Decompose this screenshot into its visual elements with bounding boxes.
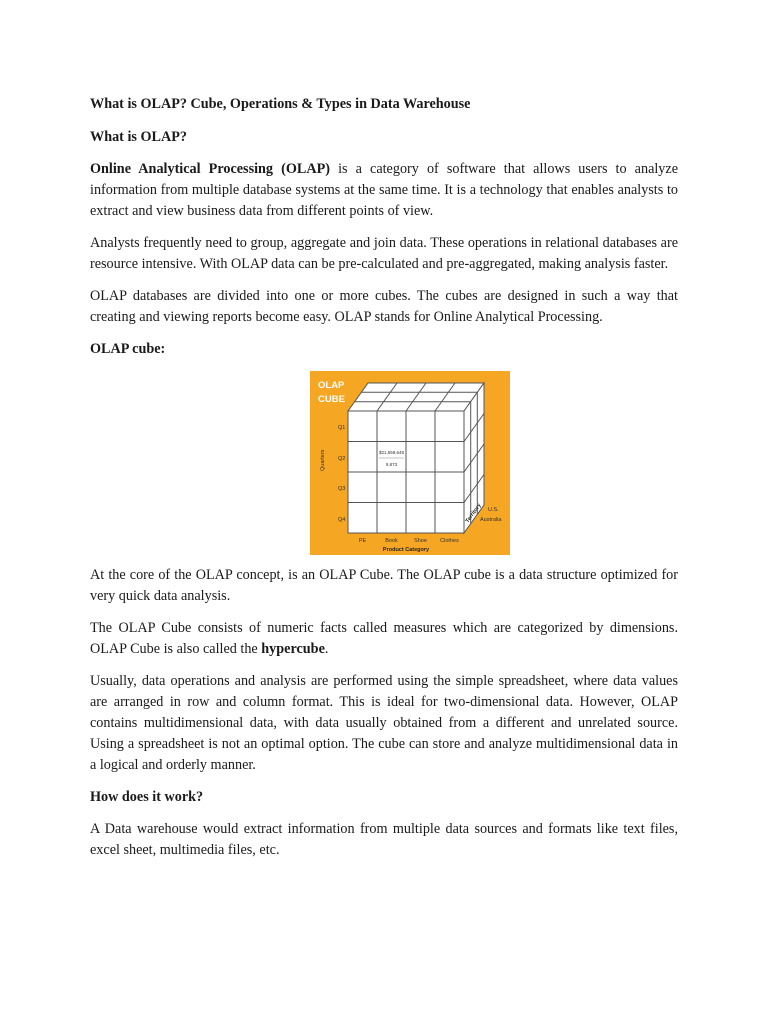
quarter-label-q1: Q1 <box>338 425 346 431</box>
paragraph-olap-cube-measures: The OLAP Cube consists of numeric facts called measures which are categorized by dimensions. OLAP Cube is also called the hypercube. <box>90 620 678 657</box>
paragraph-olap-databases: OLAP databases are divided into one or more cubes. The cubes are designed in such a way that creating and viewing reports become easy. OLAP stands for Online Analytical Processing. <box>90 288 678 325</box>
section-heading-olap-cube: OLAP cube: <box>90 341 166 357</box>
olap-cube-figure <box>310 371 510 555</box>
quarter-label-q4: Q4 <box>338 517 346 523</box>
paragraph-analysts: Analysts frequently need to group, aggregate and join data. These operations in relational databases are resource intensive. With OLAP data can be pre-calculated and pre-aggregated, making analysis faster. <box>90 235 678 272</box>
hypercube-term: hypercube <box>261 641 325 657</box>
document-body <box>90 94 678 872</box>
olap-term: Online Analytical Processing (OLAP) <box>90 161 330 177</box>
olap-cube-diagram <box>310 371 510 555</box>
product-label-pe: PE <box>358 538 367 544</box>
axis-label-quarters: Quarters <box>320 449 326 471</box>
paragraph-olap-core: At the core of the OLAP concept, is an OLAP Cube. The OLAP cube is a data structure optimized for very quick data analysis. <box>90 567 678 604</box>
paragraph-data-warehouse: A Data warehouse would extract information from multiple data sources and formats like text files, excel sheet, multimedia files, etc. <box>90 821 678 858</box>
figure-title-line2: CUBE <box>318 394 345 405</box>
axis-label-territory: Territory <box>464 502 483 525</box>
quarter-label-q2: Q2 <box>338 456 346 462</box>
paragraph-spreadsheet: Usually, data operations and analysis are performed using the simple spreadsheet, where data values are arranged in row and column format. This is ideal for two-dimensional data. However, OLAP contains multidimensional data, with data usually obtained from a different and unrelated source. Using a spreadsheet is not an optimal option. The cube can store and analyze multidimensional data in a logical and orderly manner. <box>90 673 678 773</box>
territory-label-australia: Australia <box>480 517 502 523</box>
axis-label-product-category: Product Category <box>382 547 430 553</box>
product-label-book: Book <box>385 538 398 544</box>
product-label-shoe: Shoe <box>414 538 427 544</box>
document-title: What is OLAP? Cube, Operations & Types in Data Warehouse <box>90 96 471 112</box>
cell-value-units: 9,873 <box>385 462 398 467</box>
territory-label-us: U.S. <box>488 507 499 513</box>
paragraph-olap-definition: Online Analytical Processing (OLAP) is a category of software that allows users to analyze information from multiple database systems at the same time. It is a technology that enables analysts to extract and view business data from different points of view. <box>90 161 678 219</box>
cell-value-revenue: $21,659,648 <box>378 450 405 455</box>
figure-title-line1: OLAP <box>318 380 345 391</box>
quarter-label-q3: Q3 <box>338 486 346 492</box>
section-heading-how-it-works: How does it work? <box>90 789 204 805</box>
product-label-clothes: Clothes <box>440 538 459 544</box>
section-heading-what-is-olap: What is OLAP? <box>90 129 187 145</box>
